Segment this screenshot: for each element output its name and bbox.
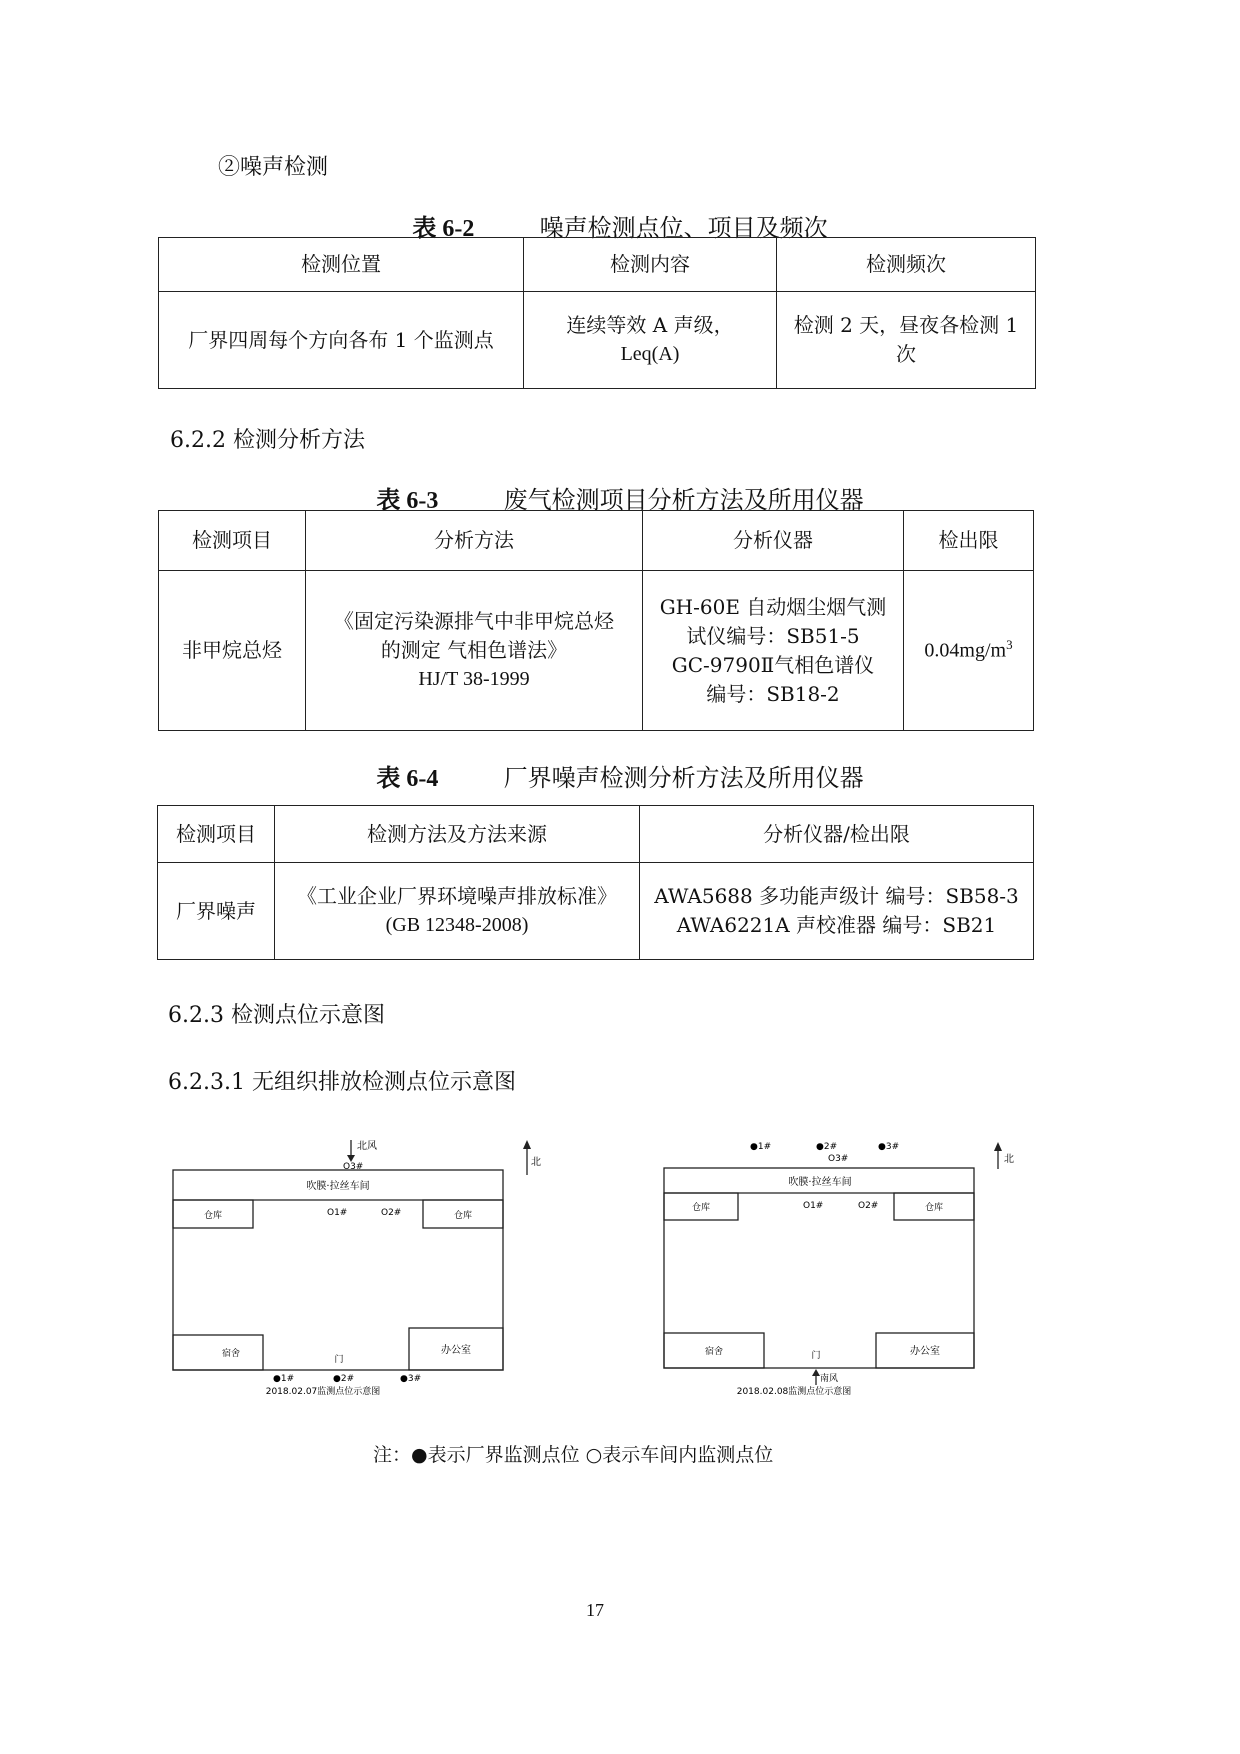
workshop-label: 吹膜·拉丝车间 [306,1181,370,1192]
point-o3: O3# [828,1154,849,1164]
table-header: 检出限 [904,511,1034,571]
point-t1: ●1# [750,1142,772,1152]
table-cell [640,863,1034,960]
table-header: 检测频次 [777,238,1036,292]
point-o1: O1# [803,1201,824,1211]
warehouse-right-label: 仓库 [453,1211,473,1221]
diagram-caption: 2018.02.08监测点位示意图 [736,1387,852,1395]
section-6-2-3-heading: 6.2.3 检测点位示意图 [168,1003,385,1028]
warehouse-left-label: 仓库 [203,1211,223,1221]
dorm-label: 宿舍 [704,1347,724,1357]
cell-line: Leq(A) [620,343,680,365]
noise-heading: ②噪声检测 [218,155,329,180]
point-t3: ●3# [878,1142,900,1152]
table-header: 分析方法 [306,511,643,571]
monitoring-diagram-feb08 [658,1135,1058,1395]
table-cell: 检测 2 天，昼夜各检测 1 次 [777,292,1036,389]
cell-line: GH-60E 自动烟尘烟气测 [659,594,887,619]
table-header: 检测内容 [524,238,777,292]
caption-title: 厂界噪声检测分析方法及所用仪器 [503,764,864,792]
cell-line: AWA5688 多功能声级计 编号：SB58-3 [654,884,1019,908]
table-6-3 [158,510,1034,731]
point-b2: ●2# [333,1374,355,1384]
table-cell: 非甲烷总烃 [159,571,306,731]
table-6-4-caption [0,758,1240,793]
point-o3: O3# [343,1162,364,1172]
point-b1: ●1# [273,1374,295,1384]
point-o1: O1# [327,1208,348,1218]
wind-arrow-icon [347,1155,355,1162]
wind-arrow-icon [812,1369,820,1376]
table-header: 检测项目 [159,511,306,571]
table-header: 分析仪器 [643,511,904,571]
point-o2: O2# [858,1201,879,1211]
wind-direction-label: 北风 [357,1141,377,1152]
legend-note: 注：●表示厂界监测点位 ○表示车间内监测点位 [373,1444,774,1466]
warehouse-right-label: 仓库 [924,1203,944,1213]
table-cell [306,571,643,731]
point-t2: ●2# [816,1142,838,1152]
caption-number: 表 6-2 [412,216,475,242]
detection-limit: 0.04mg/m [924,639,1007,662]
workshop-label: 吹膜·拉丝车间 [788,1177,852,1188]
table-6-4 [157,805,1034,960]
section-6-2-3-1-heading: 6.2.3.1 无组织排放检测点位示意图 [168,1070,516,1095]
table-header: 检测位置 [159,238,524,292]
north-label: 北 [1004,1154,1014,1165]
warehouse-left-label: 仓库 [691,1203,711,1213]
table-header: 分析仪器/检出限 [640,806,1034,863]
cell-line: HJ/T 38-1999 [418,668,530,690]
cell-line: (GB 12348-2008) [385,914,529,936]
diagram-caption: 2018.02.07监测点位示意图 [265,1387,381,1395]
table-cell [524,292,777,389]
cell-line: 编号：SB18-2 [706,681,840,706]
table-header: 检测项目 [158,806,275,863]
north-arrow-icon [994,1142,1002,1151]
cell-line: 《固定污染源排气中非甲烷总烃 [334,609,614,633]
cell-line: GC-9790Ⅱ气相色谱仪 [671,652,875,677]
wind-direction-label: 南风 [820,1374,839,1384]
section-6-2-2-heading: 6.2.2 检测分析方法 [170,428,365,453]
page-number: 17 [586,1600,604,1620]
point-o2: O2# [381,1208,402,1218]
gate-label: 门 [811,1351,821,1361]
north-arrow-icon [523,1140,531,1149]
north-label: 北 [531,1157,541,1168]
cell-line: 《工业企业厂界环境噪声排放标准》 [297,884,617,908]
cell-line: 的测定 气相色谱法》 [380,638,568,662]
gate-label: 门 [334,1355,344,1365]
monitoring-diagram-feb07 [165,1135,575,1395]
caption-number: 表 6-4 [376,766,439,792]
dorm-label: 宿舍 [221,1349,241,1359]
cell-line: 连续等效 A 声级， [566,313,734,337]
office-label: 办公室 [910,1346,940,1357]
table-cell [275,863,640,960]
table-cell: 厂界噪声 [158,863,275,960]
detection-limit-exponent: 3 [1006,636,1013,652]
table-6-2 [158,237,1036,389]
cell-line: AWA6221A 声校准器 编号：SB21 [676,913,997,937]
table-cell [643,571,904,731]
cell-line: 试仪编号：SB51-5 [686,623,860,648]
table-cell: 厂界四周每个方向各布 1 个监测点 [159,292,524,389]
caption-number: 表 6-3 [376,488,439,514]
table-cell [904,571,1034,731]
office-label: 办公室 [441,1345,471,1356]
caption-title: 噪声检测点位、项目及频次 [539,214,828,242]
table-header: 检测方法及方法来源 [275,806,640,863]
caption-title: 废气检测项目分析方法及所用仪器 [503,486,864,514]
point-b3: ●3# [400,1374,422,1384]
